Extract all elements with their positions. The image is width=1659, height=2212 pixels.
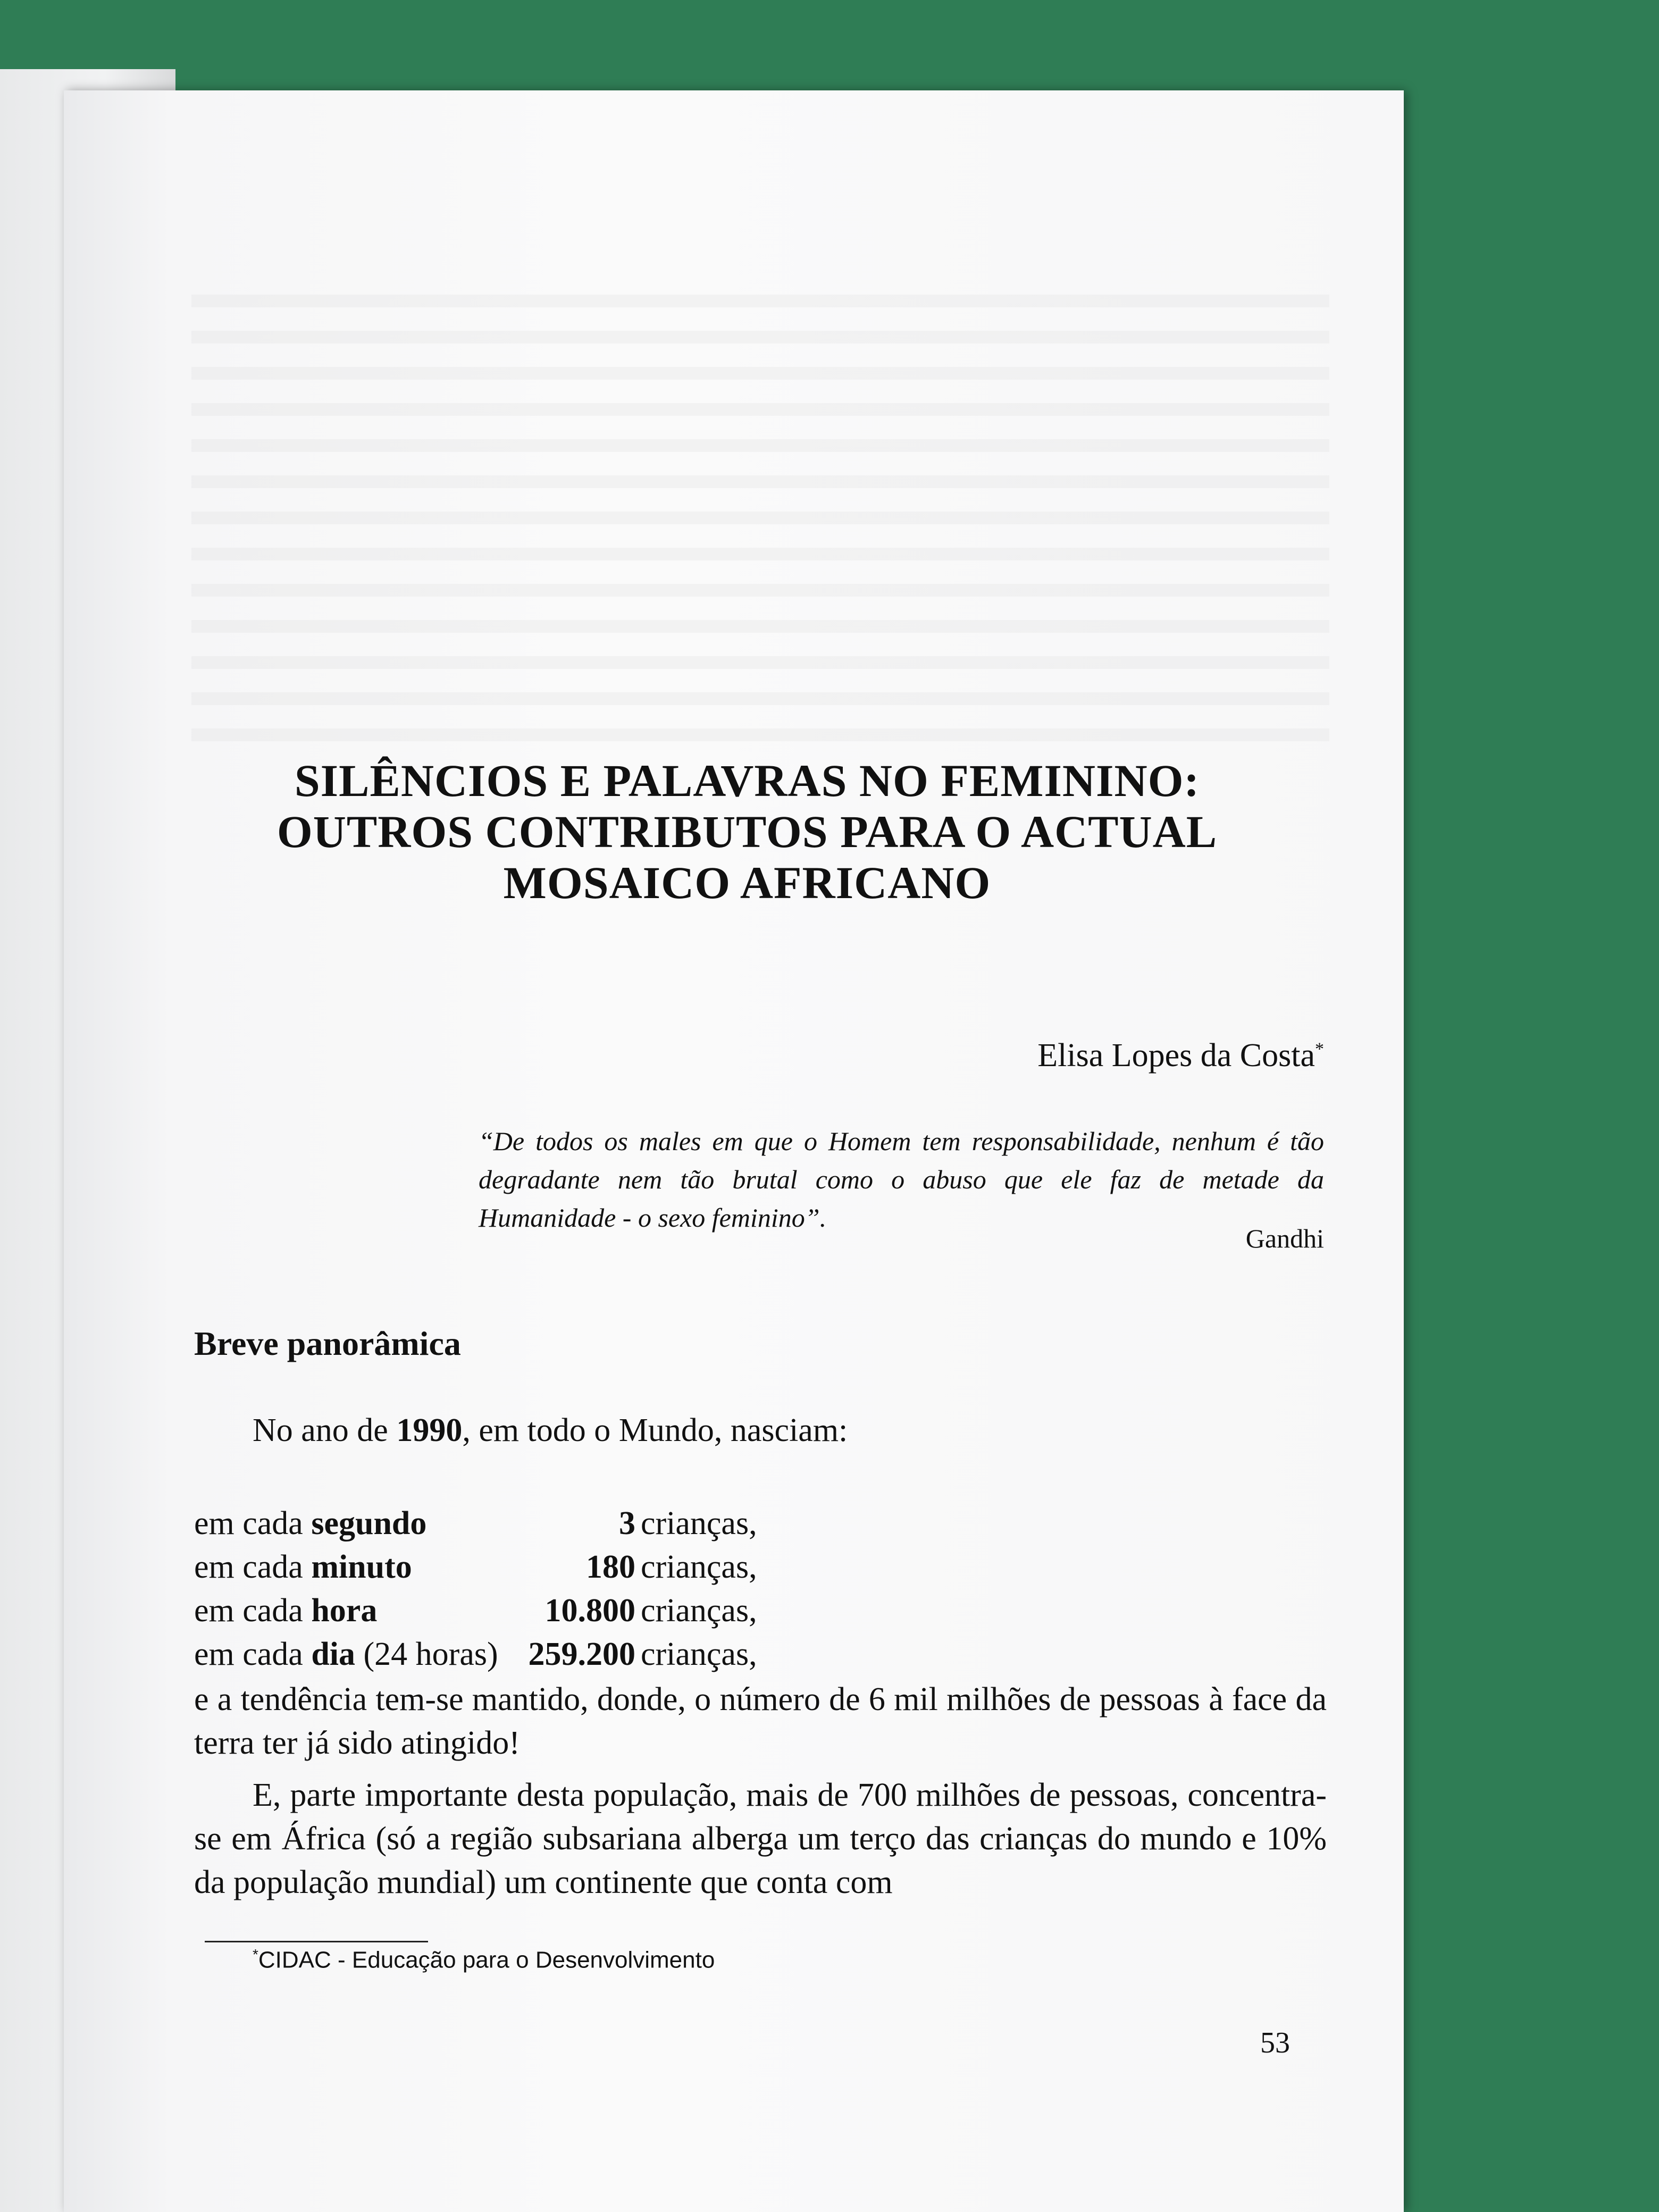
stat-unit: crianças,: [641, 1593, 757, 1629]
stat-label: em cada hora: [194, 1593, 378, 1629]
title-line-3: MOSAICO AFRICANO: [503, 857, 991, 908]
title-line-2: OUTROS CONTRIBUTOS PARA O ACTUAL: [276, 806, 1218, 857]
section-heading: Breve panorâmica: [194, 1325, 461, 1362]
stat-label: em cada minuto: [194, 1549, 412, 1585]
stat-row: [194, 1592, 992, 1636]
footnote-text: CIDAC - Educação para o Desenvolvimento: [258, 1947, 715, 1973]
title-line-1: SILÊNCIOS E PALAVRAS NO FEMININO:: [294, 755, 1200, 806]
paragraph-1: e a tendência tem-se mantido, donde, o número de 6 mil milhões de pessoas à face da terra ter já sido atingido!: [194, 1681, 1327, 1761]
stat-unit: crianças,: [641, 1505, 757, 1541]
page-number: 53: [1260, 2026, 1290, 2059]
author-name: [899, 1037, 1324, 1075]
epigraph-quote: “De todos os males em que o Homem tem responsabilidade, nenhum é tão degradante nem tão brutal como o abuso que ele faz de metade da Humanidade - o sexo feminino”.: [479, 1126, 1324, 1233]
footnote: [253, 1946, 715, 1974]
author-name-text: Elisa Lopes da Costa: [1037, 1037, 1315, 1074]
stat-label: em cada segundo: [194, 1505, 427, 1541]
stat-row: [194, 1505, 992, 1548]
stat-row: [194, 1548, 992, 1592]
paragraph-2: E, parte importante desta população, mais de 700 milhões de pessoas, concentra-se em África (só a região subsariana alberga um terço das crianças do mundo e 10% da população mundial) um continente que conta com: [194, 1777, 1327, 1900]
author-footnote-mark: *: [1315, 1039, 1324, 1059]
stat-unit: crianças,: [641, 1549, 757, 1585]
stat-count: 259.200: [528, 1636, 635, 1672]
intro-suffix: , em todo o Mundo, nasciam:: [462, 1412, 848, 1448]
stat-count: 10.800: [544, 1593, 635, 1629]
article-title: [191, 755, 1303, 908]
stat-unit: crianças,: [641, 1636, 757, 1672]
epigraph-source: Gandhi: [1245, 1224, 1324, 1253]
intro-year: 1990: [396, 1412, 463, 1448]
stat-count: 3: [619, 1505, 635, 1541]
book-page: [64, 90, 1404, 2212]
intro-prefix: No ano de: [253, 1412, 397, 1448]
intro-line: [253, 1412, 848, 1449]
stat-label: em cada dia (24 horas): [194, 1636, 498, 1672]
bleed-through-text: [191, 271, 1329, 750]
footnote-rule: [205, 1941, 428, 1942]
stat-count: 180: [586, 1549, 635, 1585]
stat-row: [194, 1636, 992, 1679]
footnote-mark: *: [253, 1946, 258, 1963]
